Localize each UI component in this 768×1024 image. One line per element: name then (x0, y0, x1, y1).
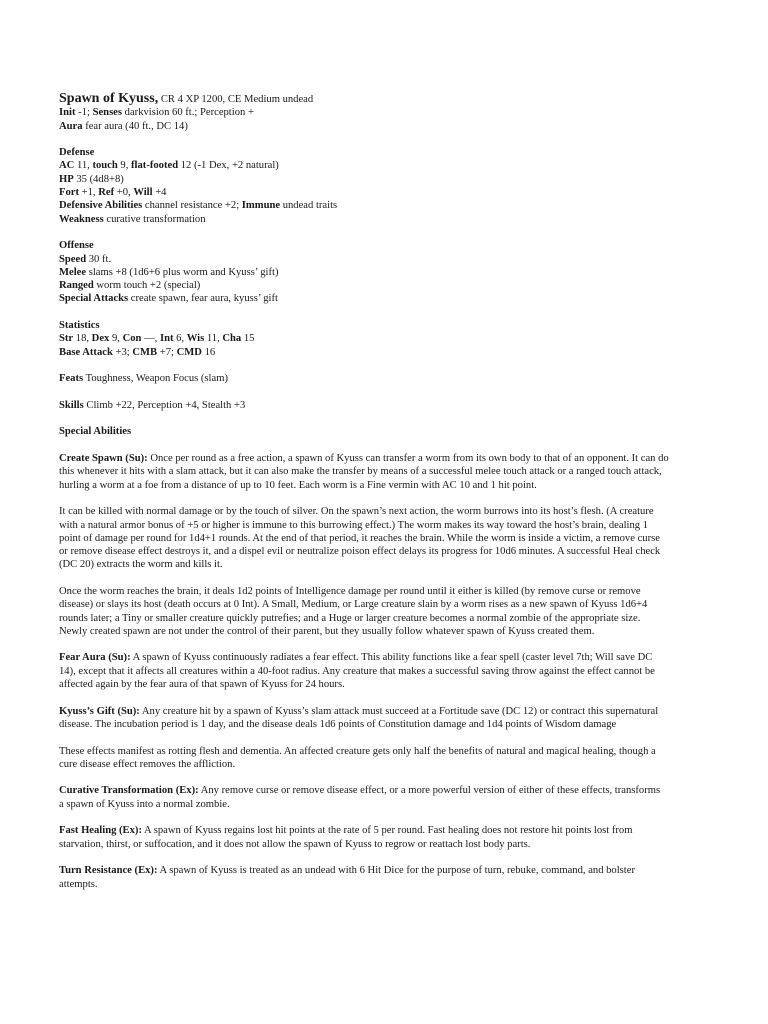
immune-value: undead traits (280, 200, 338, 212)
cmd-value: 16 (201, 346, 216, 358)
immune-label: Immune (241, 200, 281, 212)
base-attack-label: Base Attack (59, 346, 113, 358)
fast-healing-label: Fast Healing (Ex): (59, 825, 142, 837)
text-line: It can be killed with normal damage or by the touch of silver. On the spawn’s next action, the worm burrows into its host’s flesh. (A creature (59, 506, 654, 518)
speed-label: Speed (59, 253, 87, 265)
cha-value: 15 (241, 333, 255, 345)
special-attacks-value: create spawn, fear aura, kyuss’ gift (128, 293, 278, 305)
text-line: hurling a worm at a foe from a distance of up to 10 feet. Each worm is a Fine vermin with AC 10 and 1 hit point. (59, 479, 537, 491)
curative-transformation-label: Curative Transformation (Ex): (59, 785, 199, 797)
ref-value: +0, (114, 187, 134, 199)
flat-footed-value: 12 (-1 Dex, +2 natural) (178, 160, 279, 172)
ranged-line (59, 279, 711, 292)
hp-label: HP (59, 173, 74, 185)
creature-name: Spawn of Kyuss, (59, 91, 159, 106)
con-value: —, (141, 333, 160, 345)
feats-line (59, 372, 711, 385)
fear-aura-label: Fear Aura (Su): (59, 652, 131, 664)
melee-line (59, 266, 711, 279)
silver-paragraph (59, 505, 711, 571)
touch-label: touch (92, 160, 118, 172)
int-label: Int (159, 333, 174, 345)
melee-label: Melee (59, 266, 87, 278)
senses-label: Senses (92, 107, 123, 119)
str-label: Str (59, 333, 74, 345)
cmd-label: CMD (176, 346, 202, 358)
flat-footed-label: flat-footed (131, 160, 179, 172)
base-attack-value: +3; (112, 346, 133, 358)
special-attacks-label: Special Attacks (59, 293, 129, 305)
offense-section (59, 239, 711, 305)
will-value: +4 (152, 187, 167, 199)
ranged-value: worm touch +2 (special) (93, 280, 201, 292)
title-line (59, 92, 711, 106)
cmb-label: CMB (132, 346, 158, 358)
effects-paragraph (59, 745, 711, 772)
feats-value: Toughness, Weapon Focus (slam) (83, 373, 228, 385)
statistics-heading: Statistics (59, 320, 100, 332)
aura-line (59, 120, 711, 133)
init-value: -1; (75, 107, 93, 119)
dex-value: 9, (109, 333, 123, 345)
con-label: Con (122, 333, 142, 345)
hp-line (59, 173, 711, 186)
ac-value: 11, (74, 160, 93, 172)
stat-block (59, 92, 711, 891)
statistics-section (59, 319, 711, 412)
cha-label: Cha (222, 333, 242, 345)
init-label: Init (59, 107, 76, 119)
saves-line (59, 186, 711, 199)
feats-label: Feats (59, 373, 84, 385)
cmb-value: +7; (157, 346, 177, 358)
text-line: a spawn of Kyuss into a normal zombie. (59, 798, 230, 810)
text-line: Newly created spawn are not under the control of their parent, but they usually follow whatever spawn of Kyuss created them. (59, 625, 595, 637)
kyuss-gift-paragraph (59, 705, 711, 732)
text-line: affected again by the fear aura of that spawn of Kyuss for 24 hours. (59, 679, 345, 691)
ranged-label: Ranged (59, 280, 94, 292)
text-line: attempts. (59, 878, 98, 890)
text-line: disease. The incubation period is 1 day, and the disease deals 1d6 points of Constitution damage and 1d4 points of Wisdom damage (59, 718, 617, 730)
text-line: (DC 20) extracts the worm and kills it. (59, 559, 223, 571)
special-abilities-section (59, 425, 711, 890)
text-line: A spawn of Kyuss continuously radiates a fear effect. This ability functions like a fear spell (caster level 7th; Will save DC (130, 652, 653, 664)
text-line: Any remove curse or remove disease effect, or a more powerful version of either of these effects, transforms (198, 785, 661, 797)
ac-line (59, 159, 711, 172)
dex-label: Dex (91, 333, 110, 345)
special-abilities-heading: Special Abilities (59, 426, 132, 438)
speed-value: 30 ft. (86, 253, 112, 265)
defense-heading: Defense (59, 147, 95, 159)
fear-aura-paragraph (59, 651, 711, 691)
ref-label: Ref (98, 187, 115, 199)
text-line: this whenever it hits with a slam attack, but it can also make the transfer by means of a successful melee touch attack or a ranged touch attack, (59, 466, 662, 478)
special-attacks-line (59, 292, 711, 305)
text-line: A spawn of Kyuss is treated as an undead with 6 Hit Dice for the purpose of turn, rebuke, command, and bolster (157, 865, 635, 877)
text-line: or remove disease effect destroys it, and a dispel evil or neutralize poison effect delays its progress for 10d6 minutes. A successful Heal check (59, 546, 661, 558)
str-value: 18, (73, 333, 92, 345)
aura-label: Aura (59, 120, 83, 132)
defensive-abilities-line (59, 199, 711, 212)
wis-value: 11, (204, 333, 223, 345)
weakness-value: curative transformation (103, 213, 206, 225)
int-value: 6, (173, 333, 187, 345)
senses-value: darkvision 60 ft.; Perception + (122, 107, 254, 119)
text-line: 14), except that it affects all creatures within a 40-foot radius. Any creature that makes a successful saving throw against the effect cannot be (59, 665, 655, 677)
turn-resistance-paragraph (59, 864, 711, 891)
skills-value: Climb +22, Perception +4, Stealth +3 (83, 399, 246, 411)
ac-label: AC (59, 160, 75, 172)
text-line: rounds later; a Tiny or smaller creature quickly putrefies; and a Huge or larger creature becomes a normal zombie of the appropriate size. (59, 612, 641, 624)
weakness-label: Weakness (59, 213, 104, 225)
text-line: Any creature hit by a spawn of Kyuss’s slam attack must succeed at a Fortitude save (DC 12) or contract this supernatural (139, 705, 659, 717)
text-line: Once per round as a free action, a spawn of Kyuss can transfer a worm from its own body to that of an opponent. It can do (147, 453, 669, 465)
offense-heading: Offense (59, 240, 94, 252)
combat-line (59, 346, 711, 359)
curative-transformation-paragraph (59, 784, 711, 811)
create-spawn-label: Create Spawn (Su): (59, 453, 148, 465)
text-line: These effects manifest as rotting flesh and dementia. An affected creature gets only half the benefits of natural and magical healing, though a (59, 745, 656, 757)
will-label: Will (133, 187, 153, 199)
text-line: disease) or slays its host (death occurs at 0 Int). A Small, Medium, or Large creature slain by a worm rises as a new spawn of Kyuss 1d6+4 (59, 599, 648, 611)
kyuss-gift-label: Kyuss’s Gift (Su): (59, 705, 140, 717)
text-line: point of damage per round for 1d4+1 rounds. At the end of that period, it reaches the brain. While the worm is inside a victim, a remove curse (59, 532, 660, 544)
defense-section (59, 146, 711, 226)
text-line: cure disease effect removes the affliction. (59, 758, 236, 770)
fort-label: Fort (59, 187, 79, 199)
ability-scores-line (59, 332, 711, 345)
speed-line (59, 253, 711, 266)
text-line: with a natural armor bonus of +5 or higher is immune to this burrowing effect.) The worm makes its way toward the host’s brain, dealing 1 (59, 519, 648, 531)
fort-value: +1, (79, 187, 99, 199)
touch-value: 9, (117, 160, 132, 172)
skills-line (59, 399, 711, 412)
init-line (59, 106, 711, 119)
aura-value: fear aura (40 ft., DC 14) (82, 120, 188, 132)
create-spawn-paragraph (59, 452, 711, 492)
text-line: A spawn of Kyuss regains lost hit points at the rate of 5 per round. Fast healing does not restore hit points lost from (141, 825, 633, 837)
text-line: starvation, thirst, or suffocation, and it does not allow the spawn of Kyuss to regrow or reattach lost body parts. (59, 838, 531, 850)
brain-paragraph (59, 585, 711, 638)
text-line: Once the worm reaches the brain, it deals 1d2 points of Intelligence damage per round until it either is killed (by remove curse or remove (59, 585, 641, 597)
wis-label: Wis (186, 333, 205, 345)
weakness-line (59, 213, 711, 226)
skills-label: Skills (59, 399, 84, 411)
melee-value: slams +8 (1d6+6 plus worm and Kyuss’ gift) (86, 266, 279, 278)
defensive-abilities-value: channel resistance +2; (142, 200, 242, 212)
hp-value: 35 (4d8+8) (73, 173, 124, 185)
turn-resistance-label: Turn Resistance (Ex): (59, 865, 158, 877)
fast-healing-paragraph (59, 824, 711, 851)
defensive-abilities-label: Defensive Abilities (59, 200, 143, 212)
cr-info: CR 4 XP 1200, CE Medium undead (158, 94, 314, 105)
